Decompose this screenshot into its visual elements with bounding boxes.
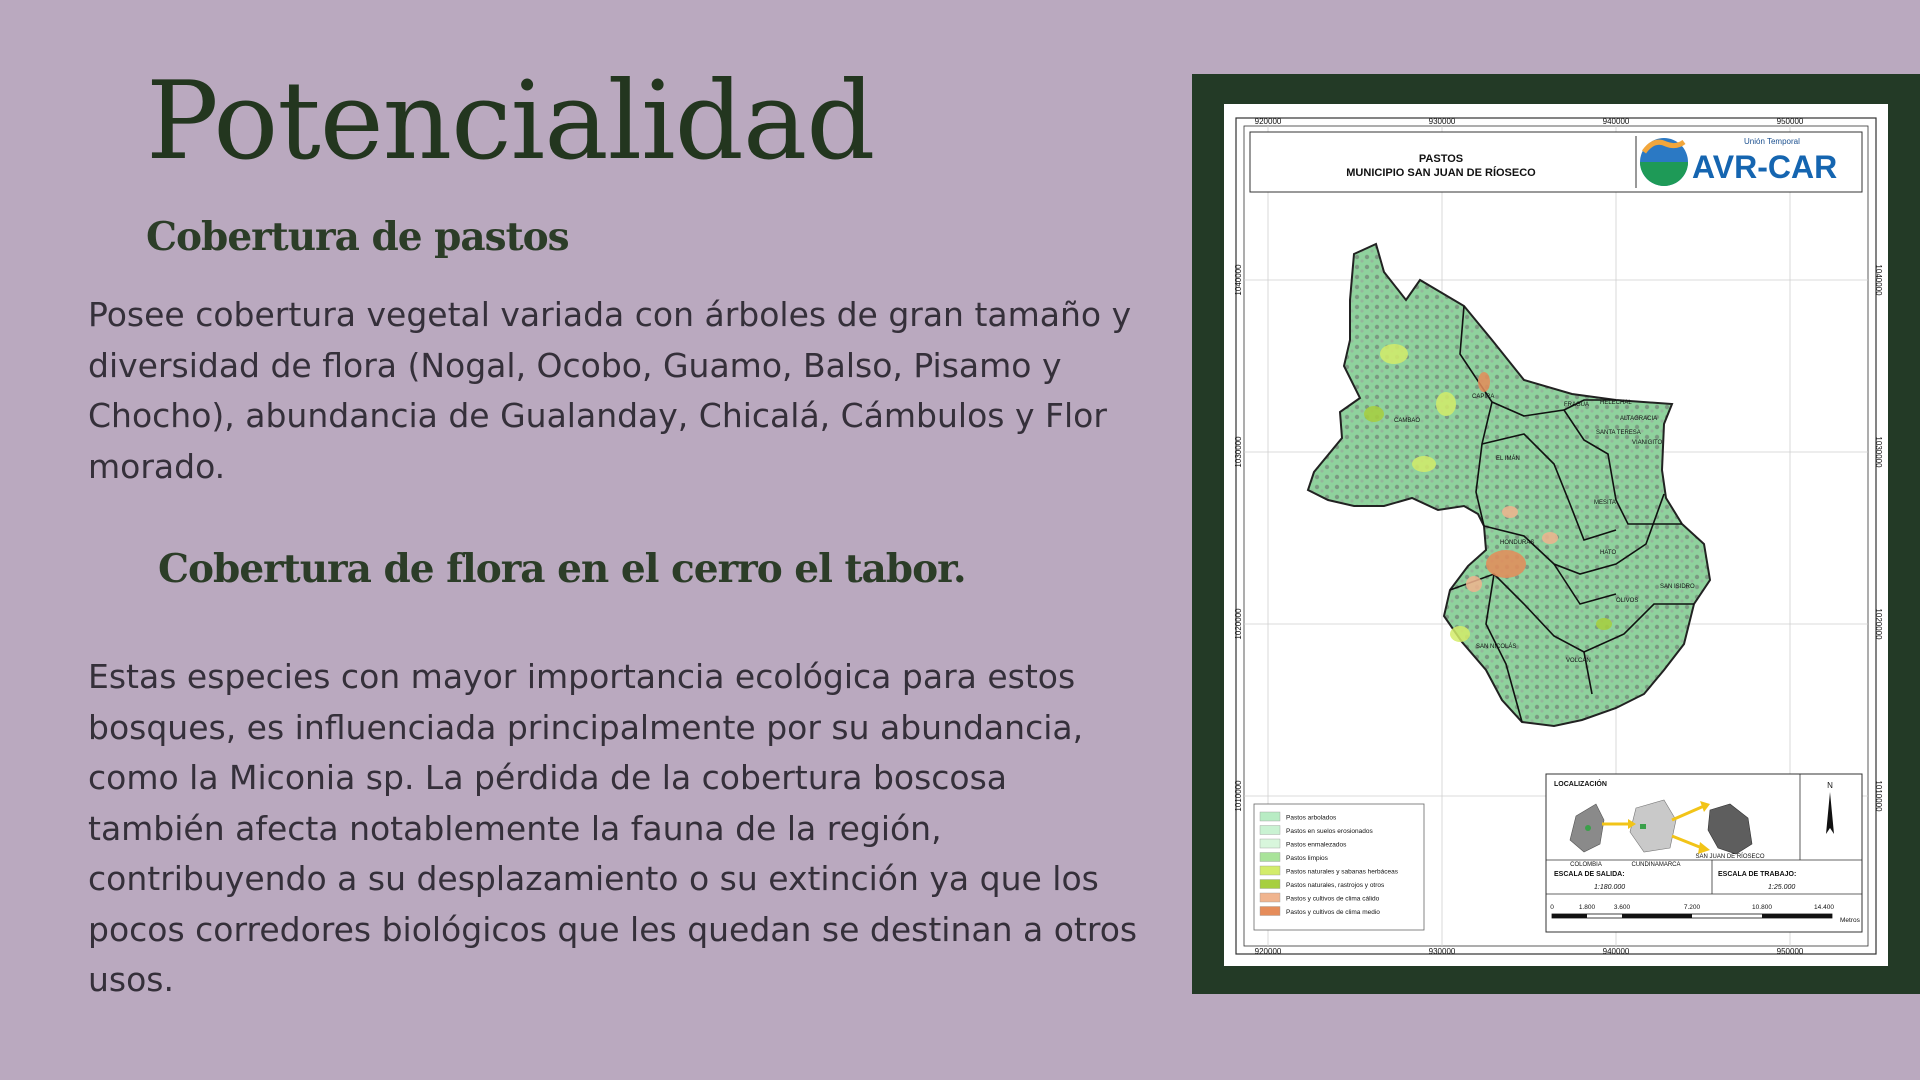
y-tick-right-3: 1010000 — [1874, 780, 1883, 812]
place-olivos: OLIVOS — [1616, 598, 1639, 604]
place-capira: CAPIRA — [1472, 394, 1495, 400]
y-tick-left-2: 1020000 — [1234, 608, 1243, 640]
scalebar-tick-5: 14.400 — [1814, 904, 1834, 911]
scalebar-tick-1: 1.800 — [1578, 904, 1596, 911]
location-label-cundinamarca: CUNDINAMARCA — [1631, 862, 1681, 868]
legend-swatch — [1260, 893, 1280, 902]
map-title: PASTOS — [1418, 153, 1464, 165]
place-san-nicolas: SAN NICOLÁS — [1476, 644, 1517, 650]
location-title: LOCALIZACIÓN — [1554, 781, 1607, 788]
x-tick-top-2: 940000 — [1602, 117, 1630, 126]
x-tick-top-3: 950000 — [1776, 117, 1804, 126]
place-hato: HATO — [1600, 550, 1617, 556]
map-figure — [1224, 104, 1888, 966]
location-label-sanjuan: SAN JUAN DE RÍOSECO — [1695, 854, 1765, 860]
place-cambao: CAMBAO — [1394, 418, 1421, 424]
section-body-flora: Estas especies con mayor importancia ecológica para estos bosques, es influenciada principalmente por su abundancia, como la Miconia sp. La pérdida de la cobertura boscosa también afecta notablemente la fauna de la región, contribuyendo a su desplazamiento o su extinción ya que los pocos corredores biológicos que les quedan se destinan a otros usos. — [88, 657, 1138, 999]
y-tick-left-3: 1010000 — [1234, 780, 1243, 812]
place-el-iman: EL IMÁN — [1496, 456, 1520, 462]
y-tick-right-0: 1040000 — [1874, 264, 1883, 296]
x-tick-bottom-1: 930000 — [1428, 947, 1456, 956]
legend-label: Pastos y cultivos de clima medio — [1286, 909, 1380, 916]
municipality-map — [1308, 244, 1710, 726]
north-label: N — [1827, 781, 1833, 790]
y-tick-left-0: 1040000 — [1234, 264, 1243, 296]
y-tick-right-2: 1020000 — [1874, 608, 1883, 640]
logo-text: AVR-CAR — [1692, 149, 1838, 185]
legend-label: Pastos naturales y sabanas herbáceas — [1286, 868, 1399, 876]
scalebar-tick-2: 3.600 — [1613, 904, 1631, 911]
place-vianigito: VIANIGITO — [1632, 440, 1663, 446]
scalebar-tick-0: 0 — [1550, 904, 1554, 911]
section-heading-pastos: Cobertura de pastos — [146, 214, 569, 260]
map-sheet — [1224, 104, 1888, 966]
legend-swatch — [1260, 880, 1280, 889]
scale-output-value: 1:180.000 — [1594, 884, 1626, 891]
scale-output-label: ESCALA DE SALIDA: — [1554, 871, 1625, 878]
legend-swatch — [1260, 839, 1280, 848]
scalebar-unit: Metros — [1840, 917, 1860, 924]
logo-small-text: Unión Temporal — [1744, 137, 1800, 146]
legend-label: Pastos limpios — [1286, 855, 1328, 862]
legend-label: Pastos naturales, rastrojos y otros — [1286, 882, 1385, 889]
legend-label: Pastos y cultivos de clima cálido — [1286, 895, 1380, 903]
x-tick-bottom-0: 920000 — [1254, 947, 1282, 956]
scale-work-value: 1:25.000 — [1768, 884, 1796, 891]
place-santa-teresa: SANTA TERESA — [1596, 430, 1641, 436]
place-helechal: HELECHAL — [1600, 400, 1632, 406]
legend-swatch — [1260, 866, 1280, 875]
x-tick-top-1: 930000 — [1428, 117, 1456, 126]
scalebar-tick-3: 7.200 — [1683, 904, 1701, 911]
scalebar-tick-4: 10.800 — [1752, 904, 1772, 911]
place-honduras: HONDURAS — [1500, 540, 1535, 546]
place-fragua: FRAGUA — [1564, 402, 1590, 408]
legend-swatch — [1260, 853, 1280, 862]
legend-label: Pastos arbolados — [1286, 814, 1337, 822]
x-tick-top-0: 920000 — [1254, 117, 1282, 126]
location-box — [1546, 774, 1862, 932]
place-san-isidro: SAN ISIDRO — [1660, 584, 1695, 590]
y-tick-left-1: 1030000 — [1234, 436, 1243, 468]
scale-work-label: ESCALA DE TRABAJO: — [1718, 871, 1797, 878]
legend-label: Pastos enmalezados — [1286, 841, 1347, 849]
map-subtitle: MUNICIPIO SAN JUAN DE RÍOSECO — [1346, 167, 1536, 179]
legend-label: Pastos en suelos erosionados — [1286, 828, 1373, 835]
section-body-pastos: Posee cobertura vegetal variada con árboles de gran tamaño y diversidad de flora (Nogal, Ocobo, Guamo, Balso, Pisamo y Chocho), abundancia de Gualanday, Chicalá, Cámbulos y Flor morado. — [88, 295, 1132, 486]
place-mesita: MESITA — [1594, 500, 1616, 506]
y-tick-right-1: 1030000 — [1874, 436, 1883, 468]
place-altagracia: ALTAGRACIA — [1620, 416, 1658, 422]
legend-swatch — [1260, 812, 1280, 821]
legend-swatch — [1260, 907, 1280, 916]
legend-swatch — [1260, 826, 1280, 835]
map-frame — [1192, 74, 1920, 994]
map-legend — [1254, 804, 1424, 930]
municipality-outline — [1308, 244, 1710, 726]
section-heading-flora: Cobertura de flora en el cerro el tabor. — [158, 546, 966, 592]
x-tick-bottom-2: 940000 — [1602, 947, 1630, 956]
slide-title: Potencialidad — [146, 59, 875, 184]
x-tick-bottom-3: 950000 — [1776, 947, 1804, 956]
location-label-colombia: COLOMBIA — [1570, 862, 1602, 868]
scale-bar — [1552, 914, 1832, 918]
place-volcan: VOLCÁN — [1566, 658, 1591, 664]
